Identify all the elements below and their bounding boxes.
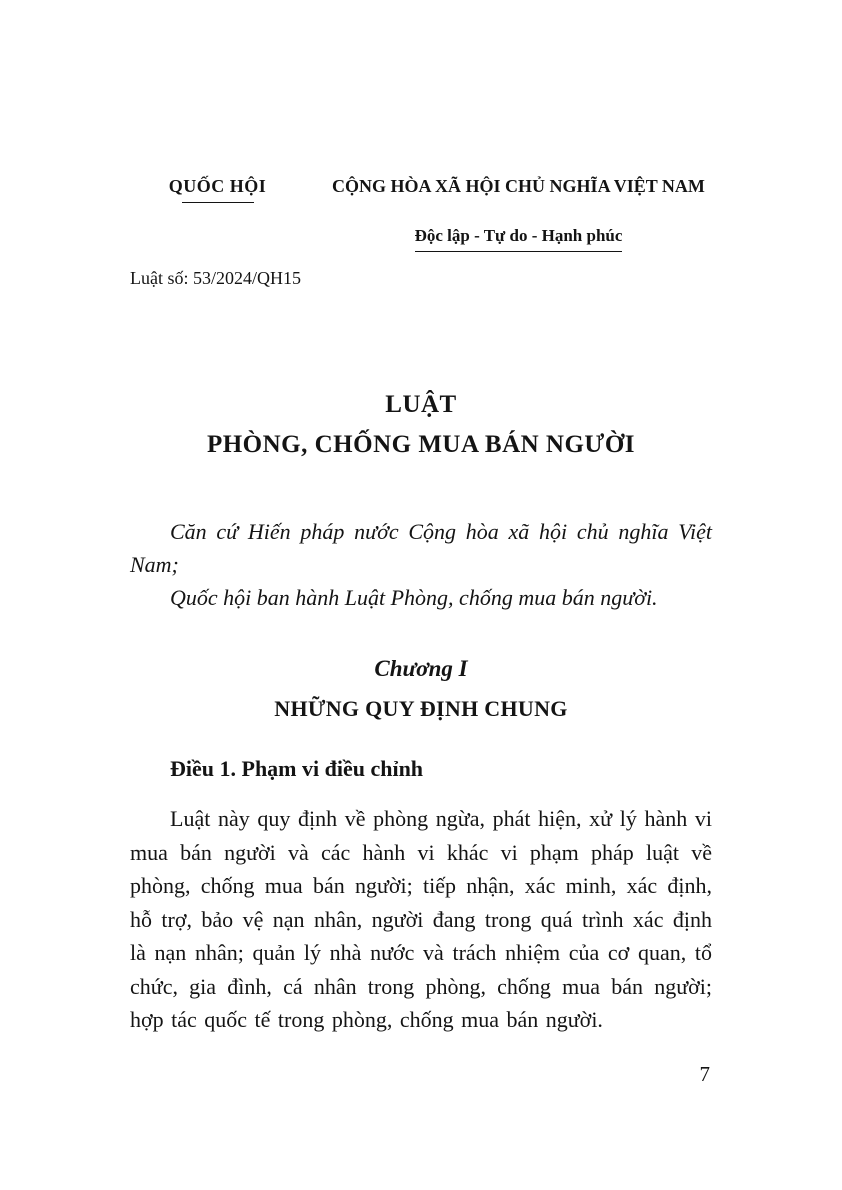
preamble-paragraph-1: Căn cứ Hiến pháp nước Cộng hòa xã hội chủ nghĩa Việt Nam; bbox=[130, 519, 712, 577]
law-title-block bbox=[130, 391, 712, 459]
national-title: CỘNG HÒA XÃ HỘI CHỦ NGHĨA VIỆT NAM bbox=[332, 176, 705, 196]
article-1 bbox=[130, 756, 712, 1037]
article-body: Luật này quy định về phòng ngừa, phát hiện, xử lý hành vi mua bán người và các hành vi khác vi phạm pháp luật về phòng, chống mua bán người; tiếp nhận, xác minh, xác định, hỗ trợ, bảo vệ nạn nhân, người đang trong quá trình xác định là nạn nhân; quản lý nhà nước và trách nhiệm của cơ quan, tổ chức, gia đình, cá nhân trong phòng, chống mua bán người; hợp tác quốc tế trong phòng, chống mua bán người. bbox=[130, 806, 712, 1032]
national-header-block bbox=[325, 176, 712, 252]
law-number: Luật số: 53/2024/QH15 bbox=[130, 268, 301, 288]
page-number: 7 bbox=[699, 1062, 710, 1086]
chapter-heading-block bbox=[130, 656, 712, 722]
chapter-number: Chương I bbox=[374, 656, 468, 681]
chapter-title: NHỮNG QUY ĐỊNH CHUNG bbox=[274, 696, 568, 721]
national-motto: Độc lập - Tự do - Hạnh phúc bbox=[415, 226, 623, 252]
issuer-name: QUỐC HỘI bbox=[168, 176, 267, 196]
preamble bbox=[130, 515, 712, 614]
document-header bbox=[130, 176, 712, 252]
article-heading: Điều 1. Phạm vi điều chỉnh bbox=[170, 756, 424, 781]
issuer-block bbox=[130, 176, 305, 203]
page-content bbox=[130, 0, 712, 1190]
law-title-line1: LUẬT bbox=[385, 391, 457, 418]
law-title-line2: PHÒNG, CHỐNG MUA BÁN NGƯỜI bbox=[206, 431, 636, 458]
issuer-underline bbox=[182, 202, 254, 203]
preamble-paragraph-2: Quốc hội ban hành Luật Phòng, chống mua bán người. bbox=[170, 585, 658, 610]
